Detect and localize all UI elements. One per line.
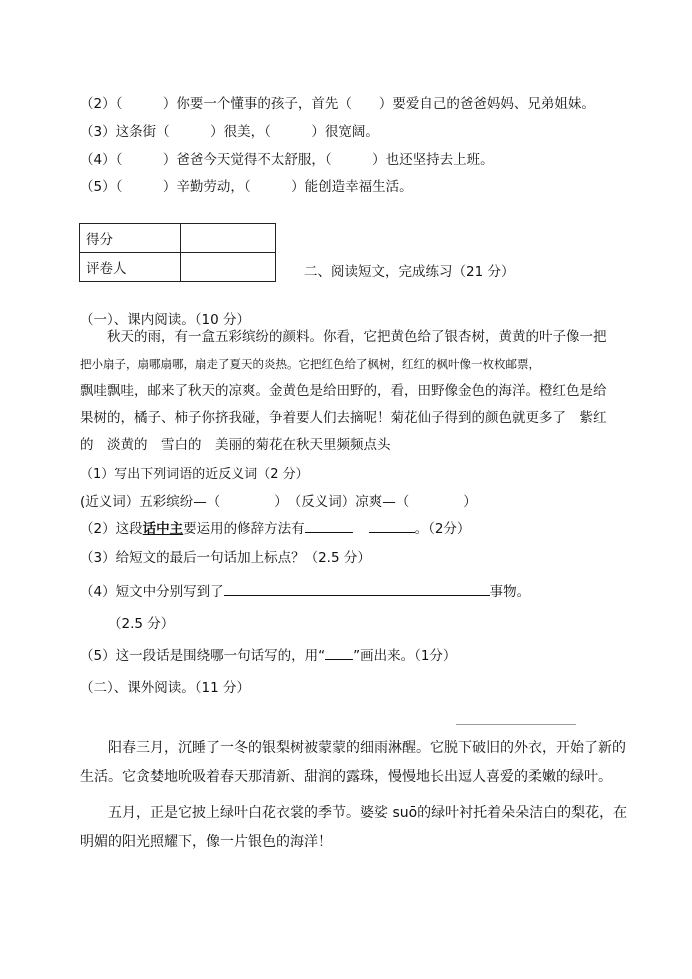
q5-suffix: ”画出来。（1分） <box>353 648 457 664</box>
q5-sample-underline <box>325 647 353 660</box>
part1-question-1-items: (近义词）五彩缤纷—（ ） （反义词）凉爽—（ ） <box>80 494 477 510</box>
part1-passage-line-1: 秋天的雨，有一盒五彩缤纷的颜料。你看，它把黄色给了银杏树，黄黄的叶子像一把 <box>80 329 607 345</box>
part1-question-5 <box>80 646 456 666</box>
section-title: 二、阅读短文，完成练习（21 分） <box>304 264 515 280</box>
q2-bold-text: 话中主 <box>142 521 184 537</box>
part1-passage-line-3: 飘哇飘哇，邮来了秋天的凉爽。金黄色是给田野的，看，田野像金色的海洋。橙红色是给 <box>80 383 607 399</box>
part1-passage-line-2: 把小扇子，扇哪扇哪，扇走了夏天的炎热。它把红色给了枫树，红红的枫叶像一枚枚邮票， <box>80 357 540 371</box>
part1-heading: （一）、课内阅读。（10 分） <box>80 312 250 328</box>
divider-line <box>456 724 576 725</box>
q2-text: 要运用的修辞方法有 <box>183 521 305 537</box>
score-cell <box>181 224 276 253</box>
fill-question-4: （4）（ ）爸爸今天觉得不太舒服，（ ）也还坚持去上班。 <box>80 152 494 168</box>
q2-answer-blank-2[interactable] <box>369 520 415 533</box>
part1-question-4 <box>80 582 530 602</box>
q2-score: 。（2分） <box>414 521 471 537</box>
grader-label: 评卷人 <box>80 253 181 282</box>
part1-question-1: （1）写出下列词语的近反义词（2 分） <box>80 467 309 482</box>
grader-cell <box>181 253 276 282</box>
q5-prefix: （5）这一段话是围绕哪一句话写的，用“ <box>80 648 326 664</box>
part2-passage-line-4: 明媚的阳光照耀下，像一片银色的海洋！ <box>80 834 332 850</box>
part1-question-3: （3）给短文的最后一句话加上标点？（2.5 分） <box>80 550 371 566</box>
part1-question-4-score: （2.5 分） <box>108 616 175 632</box>
part1-passage-line-5: 的 淡黄的 雪白的 美丽的菊花在秋天里频频点头 <box>80 437 391 453</box>
score-label: 得分 <box>80 224 181 253</box>
q4-answer-blank[interactable] <box>224 583 490 596</box>
q2-answer-blank-1[interactable] <box>305 520 353 533</box>
q4-suffix: 事物。 <box>489 584 531 600</box>
q4-prefix: （4）短文中分别写到了 <box>80 584 224 600</box>
part2-passage-line-3: 五月，正是它披上绿叶白花衣裳的季节。婆娑 suō的绿叶衬托着朵朵洁白的梨花，在 <box>80 805 628 821</box>
fill-question-5: （5）（ ）辛勤劳动，（ ）能创造幸福生活。 <box>80 179 413 195</box>
q2-prefix: （2）这段 <box>80 521 143 537</box>
part1-passage-line-4: 果树的，橘子、柿子你挤我碰，争着要人们去摘呢！菊花仙子得到的颜色就更多了 紫红 <box>80 410 607 426</box>
fill-question-2: （2）（ ）你要一个懂事的孩子，首先（ ）要爱自己的爸爸妈妈、兄弟姐妹。 <box>80 96 595 112</box>
part2-heading: （二）、课外阅读。（11 分） <box>80 680 250 696</box>
part1-question-2 <box>80 519 470 539</box>
part2-passage-line-2: 生活。它贪婪地吮吸着春天那清新、甜润的露珠，慢慢地长出逗人喜爱的柔嫩的绿叶。 <box>80 769 612 785</box>
score-table <box>79 223 276 282</box>
part2-passage-line-1: 阳春三月，沉睡了一冬的银梨树被蒙蒙的细雨淋醒。它脱下破旧的外衣，开始了新的 <box>80 740 626 756</box>
fill-question-3: （3）这条街（ ）很美，（ ）很宽阔。 <box>80 124 379 140</box>
